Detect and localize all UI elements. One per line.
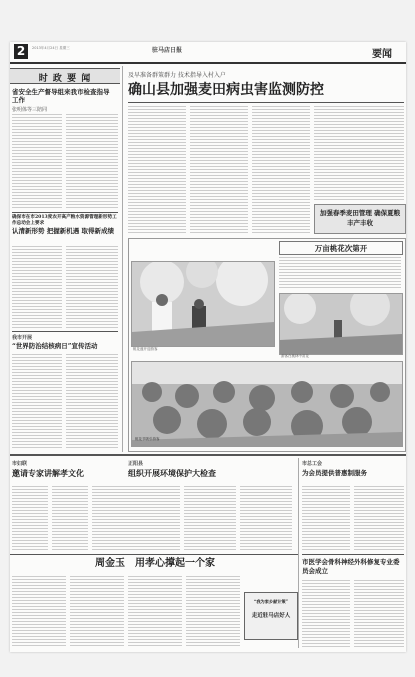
story2-text-col2 [66, 246, 118, 328]
bottom-right-text-col2 [354, 486, 404, 550]
story3-text [12, 354, 62, 448]
bottom-right-story2-text-col2 [354, 580, 404, 648]
bottom-mid-text-col2 [184, 486, 236, 550]
page-header [10, 42, 406, 64]
main-text-col3 [252, 106, 310, 234]
feature-text-col4 [186, 576, 240, 648]
blossom-photo-art [132, 262, 274, 346]
photo-text [279, 257, 401, 289]
divider [12, 212, 118, 213]
bottom-left-text-col3 [92, 486, 128, 550]
promo-line2: 走近驻马店好人 [251, 613, 291, 619]
photo-feature [128, 238, 406, 452]
story1-title: 省安全生产督导组来我市检查指导工作 [12, 88, 110, 104]
photo-blossom-right [279, 293, 403, 355]
story1-text-col2 [66, 114, 118, 210]
story1-subtitle: 张明体等三陪同 [12, 107, 48, 113]
column-divider [298, 458, 299, 648]
story1-text [12, 114, 62, 210]
column-divider [122, 66, 123, 452]
photo-caption-right: 游客在桃林中赏花 [281, 354, 309, 358]
bottom-left-org: 市妇联 [12, 461, 28, 467]
main-kicker: 及早准备群策群力 技术指导入村入户 [128, 72, 226, 79]
news-banner-label: 时 政 要 闻 [38, 74, 92, 84]
divider [12, 331, 118, 332]
photo-title-box [279, 241, 403, 255]
photo-caption-main: 桃花盛开迎游客 [133, 347, 158, 351]
story3-kicker: 我市开展 [12, 335, 33, 341]
photo-title: 万亩桃花次第开 [314, 244, 368, 253]
bottom-right-org: 市总工会 [302, 461, 323, 467]
bottom-left-title: 邀请专家讲解孝文化 [12, 468, 84, 478]
bottom-right-title: 为会员提供普惠制服务 [302, 469, 367, 477]
feature-text-col3 [128, 576, 182, 648]
main-text-col1 [128, 106, 186, 234]
story3-text-col2 [66, 354, 118, 448]
newspaper-page [10, 42, 406, 652]
section-title: 要闻 [372, 49, 392, 60]
bottom-right-story2-text [302, 580, 350, 648]
page-number: 2 [14, 44, 28, 59]
main-text-col4 [314, 106, 404, 202]
story3-title: “世界防治结核病日”宣传活动 [12, 342, 98, 350]
bottom-mid-text [128, 486, 180, 550]
photo-orchard [131, 361, 403, 447]
paper-name: 驻马店日报 [152, 47, 183, 54]
bottom-left-text [12, 486, 48, 550]
feature-text-col2 [70, 576, 124, 648]
promo-box [244, 592, 298, 640]
divider [302, 554, 404, 555]
photo-caption-bottom: 桃花节吸引游客 [135, 437, 160, 441]
bottom-left-text-col2 [52, 486, 88, 550]
date-line: 2013年4月24日 星期三 [32, 46, 70, 50]
feature-text [12, 576, 66, 648]
bottom-mid-text-col3 [240, 486, 292, 550]
divider [128, 102, 404, 103]
section-divider [10, 454, 406, 456]
bottom-mid-org: 正阳县 [128, 461, 144, 467]
main-text-col2 [190, 106, 248, 234]
bottom-mid-title: 组织开展环境保护大检查 [128, 468, 216, 478]
feature-title: 周金玉 用孝心撑起一个家 [95, 558, 215, 569]
main-callout: 加强春季麦田管理 确保夏粮丰产丰收 [319, 209, 401, 227]
divider [10, 554, 298, 555]
story2-text [12, 246, 62, 328]
bottom-right-story2-title: 市医学会骨科神经外科修复专业委员会成立 [302, 558, 400, 575]
story2-title: 认清新形势 把握新机遇 取得新成绩 [12, 227, 115, 235]
photo-blossom-main [131, 261, 275, 347]
main-callout-box [314, 204, 406, 234]
bottom-right-text [302, 486, 350, 550]
story2-lead: 确保市在市2013度农开高产粮水资源管理新形势工作总动会上要求 [12, 215, 117, 226]
blossom-photo-art [280, 294, 402, 354]
news-banner [10, 68, 120, 84]
orchard-photo-art [132, 362, 402, 446]
main-headline: 确山县加强麦田病虫害监测防控 [128, 82, 324, 98]
promo-line1: “我为家乡献计策” [253, 599, 289, 604]
